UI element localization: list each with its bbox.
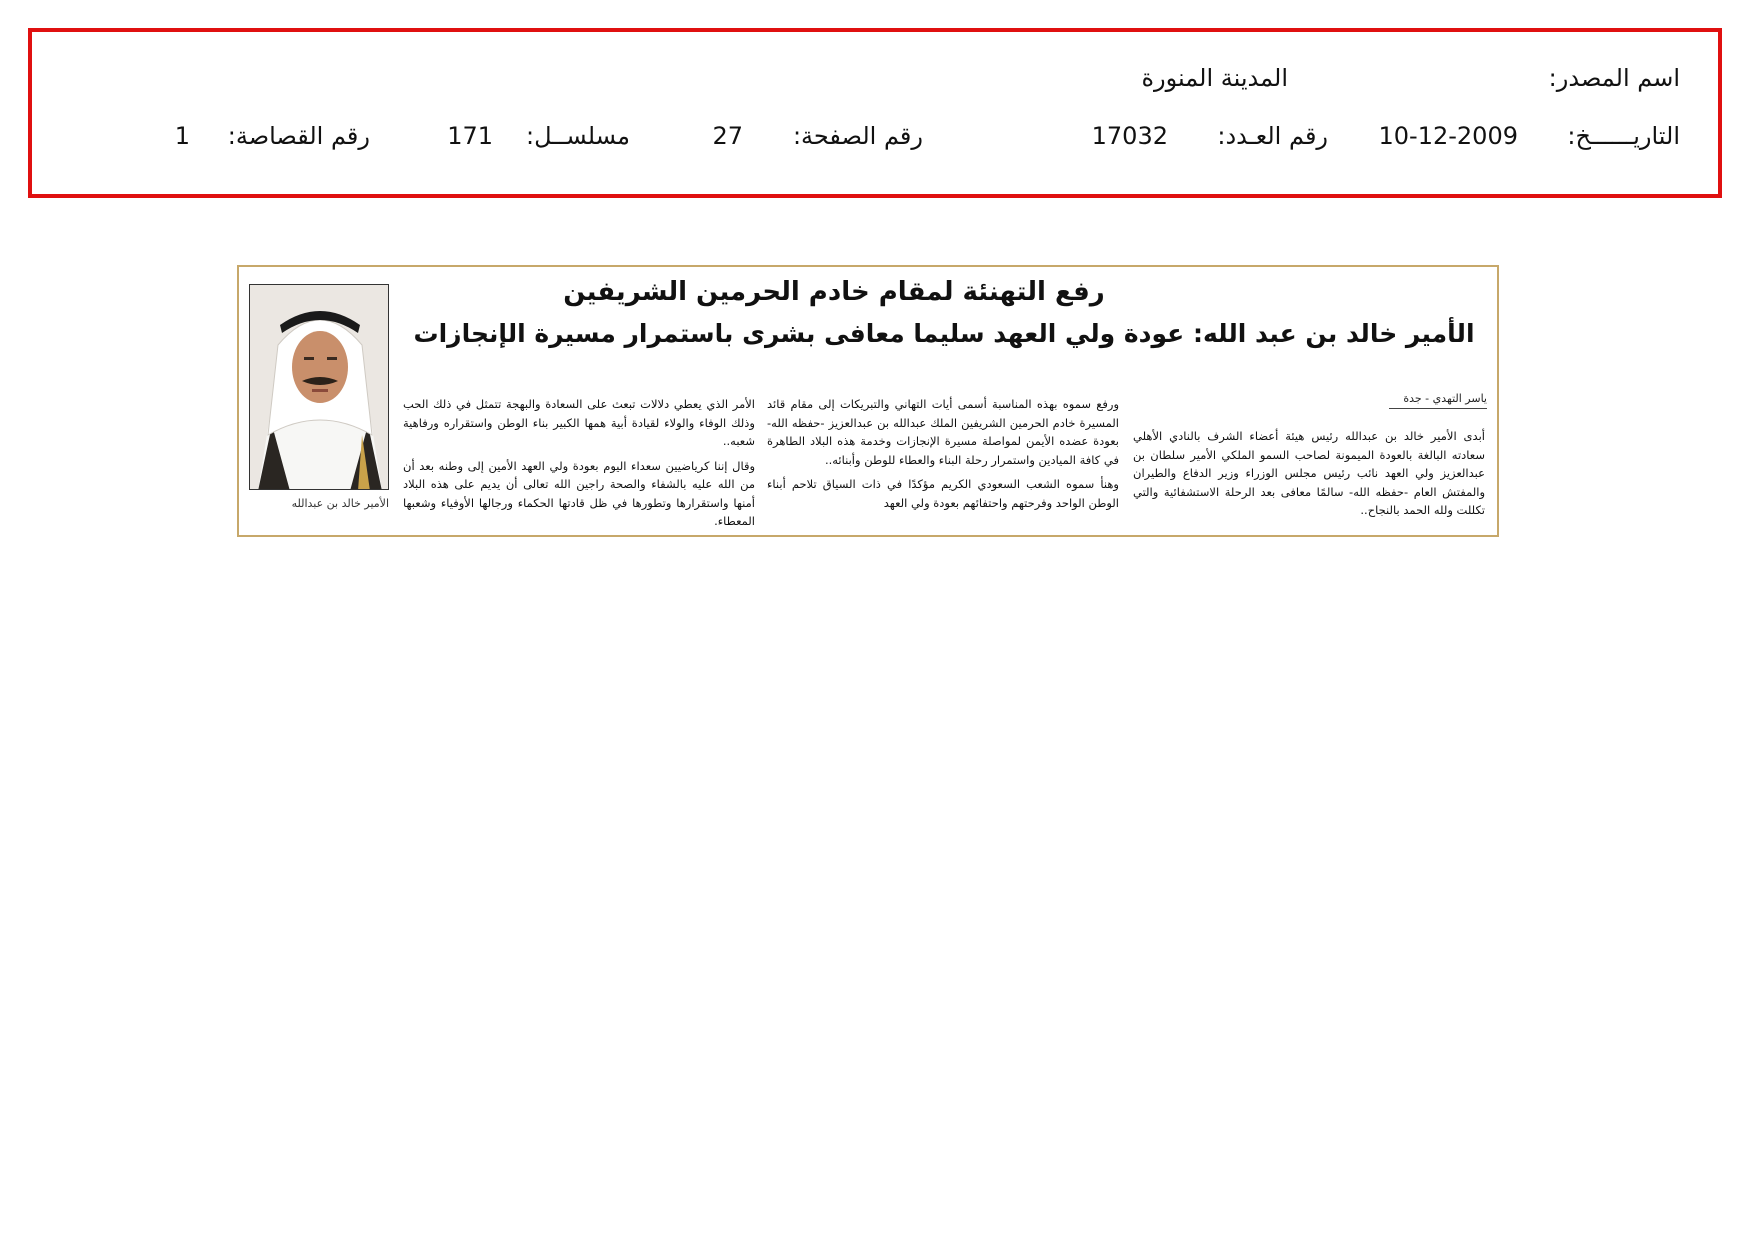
serial-value: 171	[447, 122, 493, 150]
article-column-1	[1133, 427, 1485, 526]
source-label: اسم المصدر:	[1548, 64, 1680, 92]
article-column-3	[403, 395, 755, 537]
source-value: المدينة المنورة	[1141, 64, 1288, 92]
clip-value: 1	[174, 122, 190, 150]
date-value: 10-12-2009	[1378, 122, 1518, 150]
source-info-box	[28, 28, 1722, 198]
article-headline: الأمير خالد بن عبد الله: عودة ولي العهد سليما معافى بشرى باستمرار مسيرة الإنجازات	[413, 319, 1475, 348]
portrait-image	[250, 285, 389, 490]
clip-label: رقم القصاصة:	[227, 122, 370, 150]
issue-value: 17032	[1091, 122, 1168, 150]
photo-caption: الأمير خالد بن عبدالله	[291, 497, 389, 510]
article-kicker: رفع التهنئة لمقام خادم الحرمين الشريفين	[563, 277, 1105, 307]
paragraph: أبدى الأمير خالد بن عبدالله رئيس هيئة أعضاء الشرف بالنادي الأهلي سعادته البالغة بالعودة الميمونة لصاحب السمو الملكي الأمير سلطان بن عبدالعزيز ولي العهد نائب رئيس مجلس الوزراء وزير الدفاع والطيران والمفتش العام -حفظه الله- سالمًا معافى بعد الرحلة الاستشفائية والتي تكللت ولله الحمد بالنجاح..	[1133, 429, 1485, 517]
issue-label: رقم العـدد:	[1217, 122, 1328, 150]
paragraph: الأمر الذي يعطي دلالات تبعث على السعادة والبهجة تتمثل في ذلك الحب وذلك الوفاء والولاء لقيادة أبية همها الكبير بناء الوطن واستقراره ورفاهية شعبه..	[403, 397, 755, 448]
serial-label: مسلســل:	[526, 122, 630, 150]
paragraph: ورفع سموه بهذه المناسبة أسمى أيات التهاني والتبريكات إلى مقام قائد المسيرة خادم الحرمين الشريفين الملك عبدالله بن عبدالعزيز -حفظه الله- بعودة عضده الأيمن لمواصلة مسيرة الإنجازات وخدمة هذه البلاد الطاهرة في كافة الميادين واستمرار رحلة البناء والعطاء للوطن وأبنائه..	[767, 397, 1119, 467]
page-label: رقم الصفحة:	[792, 122, 923, 150]
date-label: التاريــــــخ:	[1567, 122, 1680, 150]
paragraph: وهنأ سموه الشعب السعودي الكريم مؤكدًا في ذات السياق تلاحم أبناء الوطن الواحد وفرحتهم واحتفائهم بعودة ولي العهد	[767, 477, 1119, 510]
article-byline: ياسر التهدي - جدة	[1389, 392, 1487, 409]
portrait-photo	[249, 284, 389, 490]
page-value: 27	[712, 122, 743, 150]
article-column-2	[767, 395, 1119, 518]
newspaper-clipping	[237, 265, 1499, 537]
paragraph: وقال إننا كرياضيين سعداء اليوم بعودة ولي العهد الأمين إلى وطنه بعد أن من الله عليه بالشفاء والصحة راجين الله تعالى أن يديم على هذه البلاد أمنها واستقرارها وتطورها في ظل قادتها الحكماء ورجالها الأوفياء وشعبها المعطاء.	[403, 458, 755, 528]
